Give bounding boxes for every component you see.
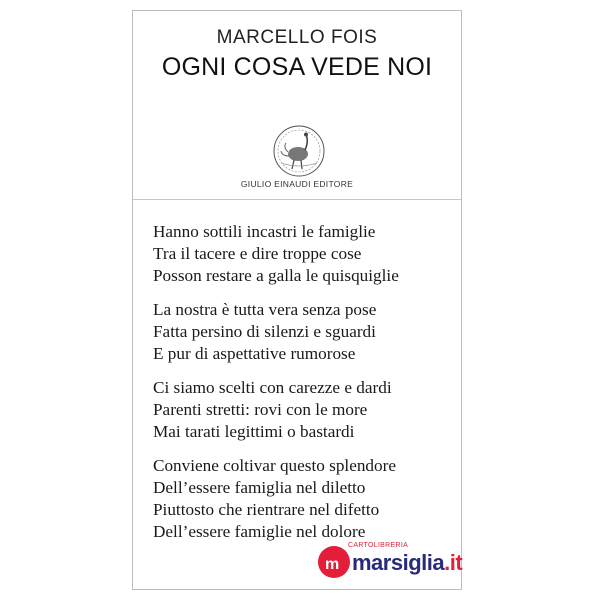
poem-line: Piuttosto che rientrare nel difetto: [153, 500, 380, 519]
store-watermark: [318, 542, 473, 586]
poem-line: Tra il tacere e dire troppe cose: [153, 244, 362, 263]
book-cover: [132, 10, 462, 590]
stanza: [153, 221, 453, 287]
poem: [153, 221, 453, 555]
watermark-logo-letter: m: [325, 556, 340, 573]
poem-line: Ci siamo scelti con carezze e dardi: [153, 378, 392, 397]
stanza: [153, 377, 453, 443]
poem-line: La nostra è tutta vera senza pose: [153, 300, 377, 319]
divider: [133, 199, 461, 200]
poem-line: E pur di aspettative rumorose: [153, 344, 356, 363]
poem-line: Fatta persino di silenzi e sguardi: [153, 322, 376, 341]
watermark-suffix: .it: [444, 550, 463, 575]
poem-line: Parenti stretti: rovi con le more: [153, 400, 368, 419]
book-author: MARCELLO FOIS: [216, 27, 378, 48]
poem-line: Mai tarati legittimi o bastardi: [153, 422, 355, 441]
ostrich-emblem-icon: [271, 123, 327, 179]
poem-line: Hanno sottili incastri le famiglie: [153, 222, 376, 241]
poem-line: Conviene coltivar questo splendore: [153, 456, 396, 475]
book-title: OGNI COSA VEDE NOI: [161, 53, 433, 81]
poem-line: Posson restare a galla le quisquiglie: [153, 266, 399, 285]
publisher-name: GIULIO EINAUDI EDITORE: [240, 179, 354, 189]
watermark-logo-icon: [318, 546, 350, 578]
watermark-main-text: [352, 550, 462, 576]
watermark-small-text: CARTOLIBRERIA: [348, 542, 409, 549]
watermark-brand: marsiglia: [352, 550, 445, 575]
stanza: [153, 299, 453, 365]
stanza: [153, 455, 453, 543]
poem-line: Dell’essere famiglie nel dolore: [153, 522, 366, 541]
poem-line: Dell’essere famiglia nel diletto: [153, 478, 366, 497]
